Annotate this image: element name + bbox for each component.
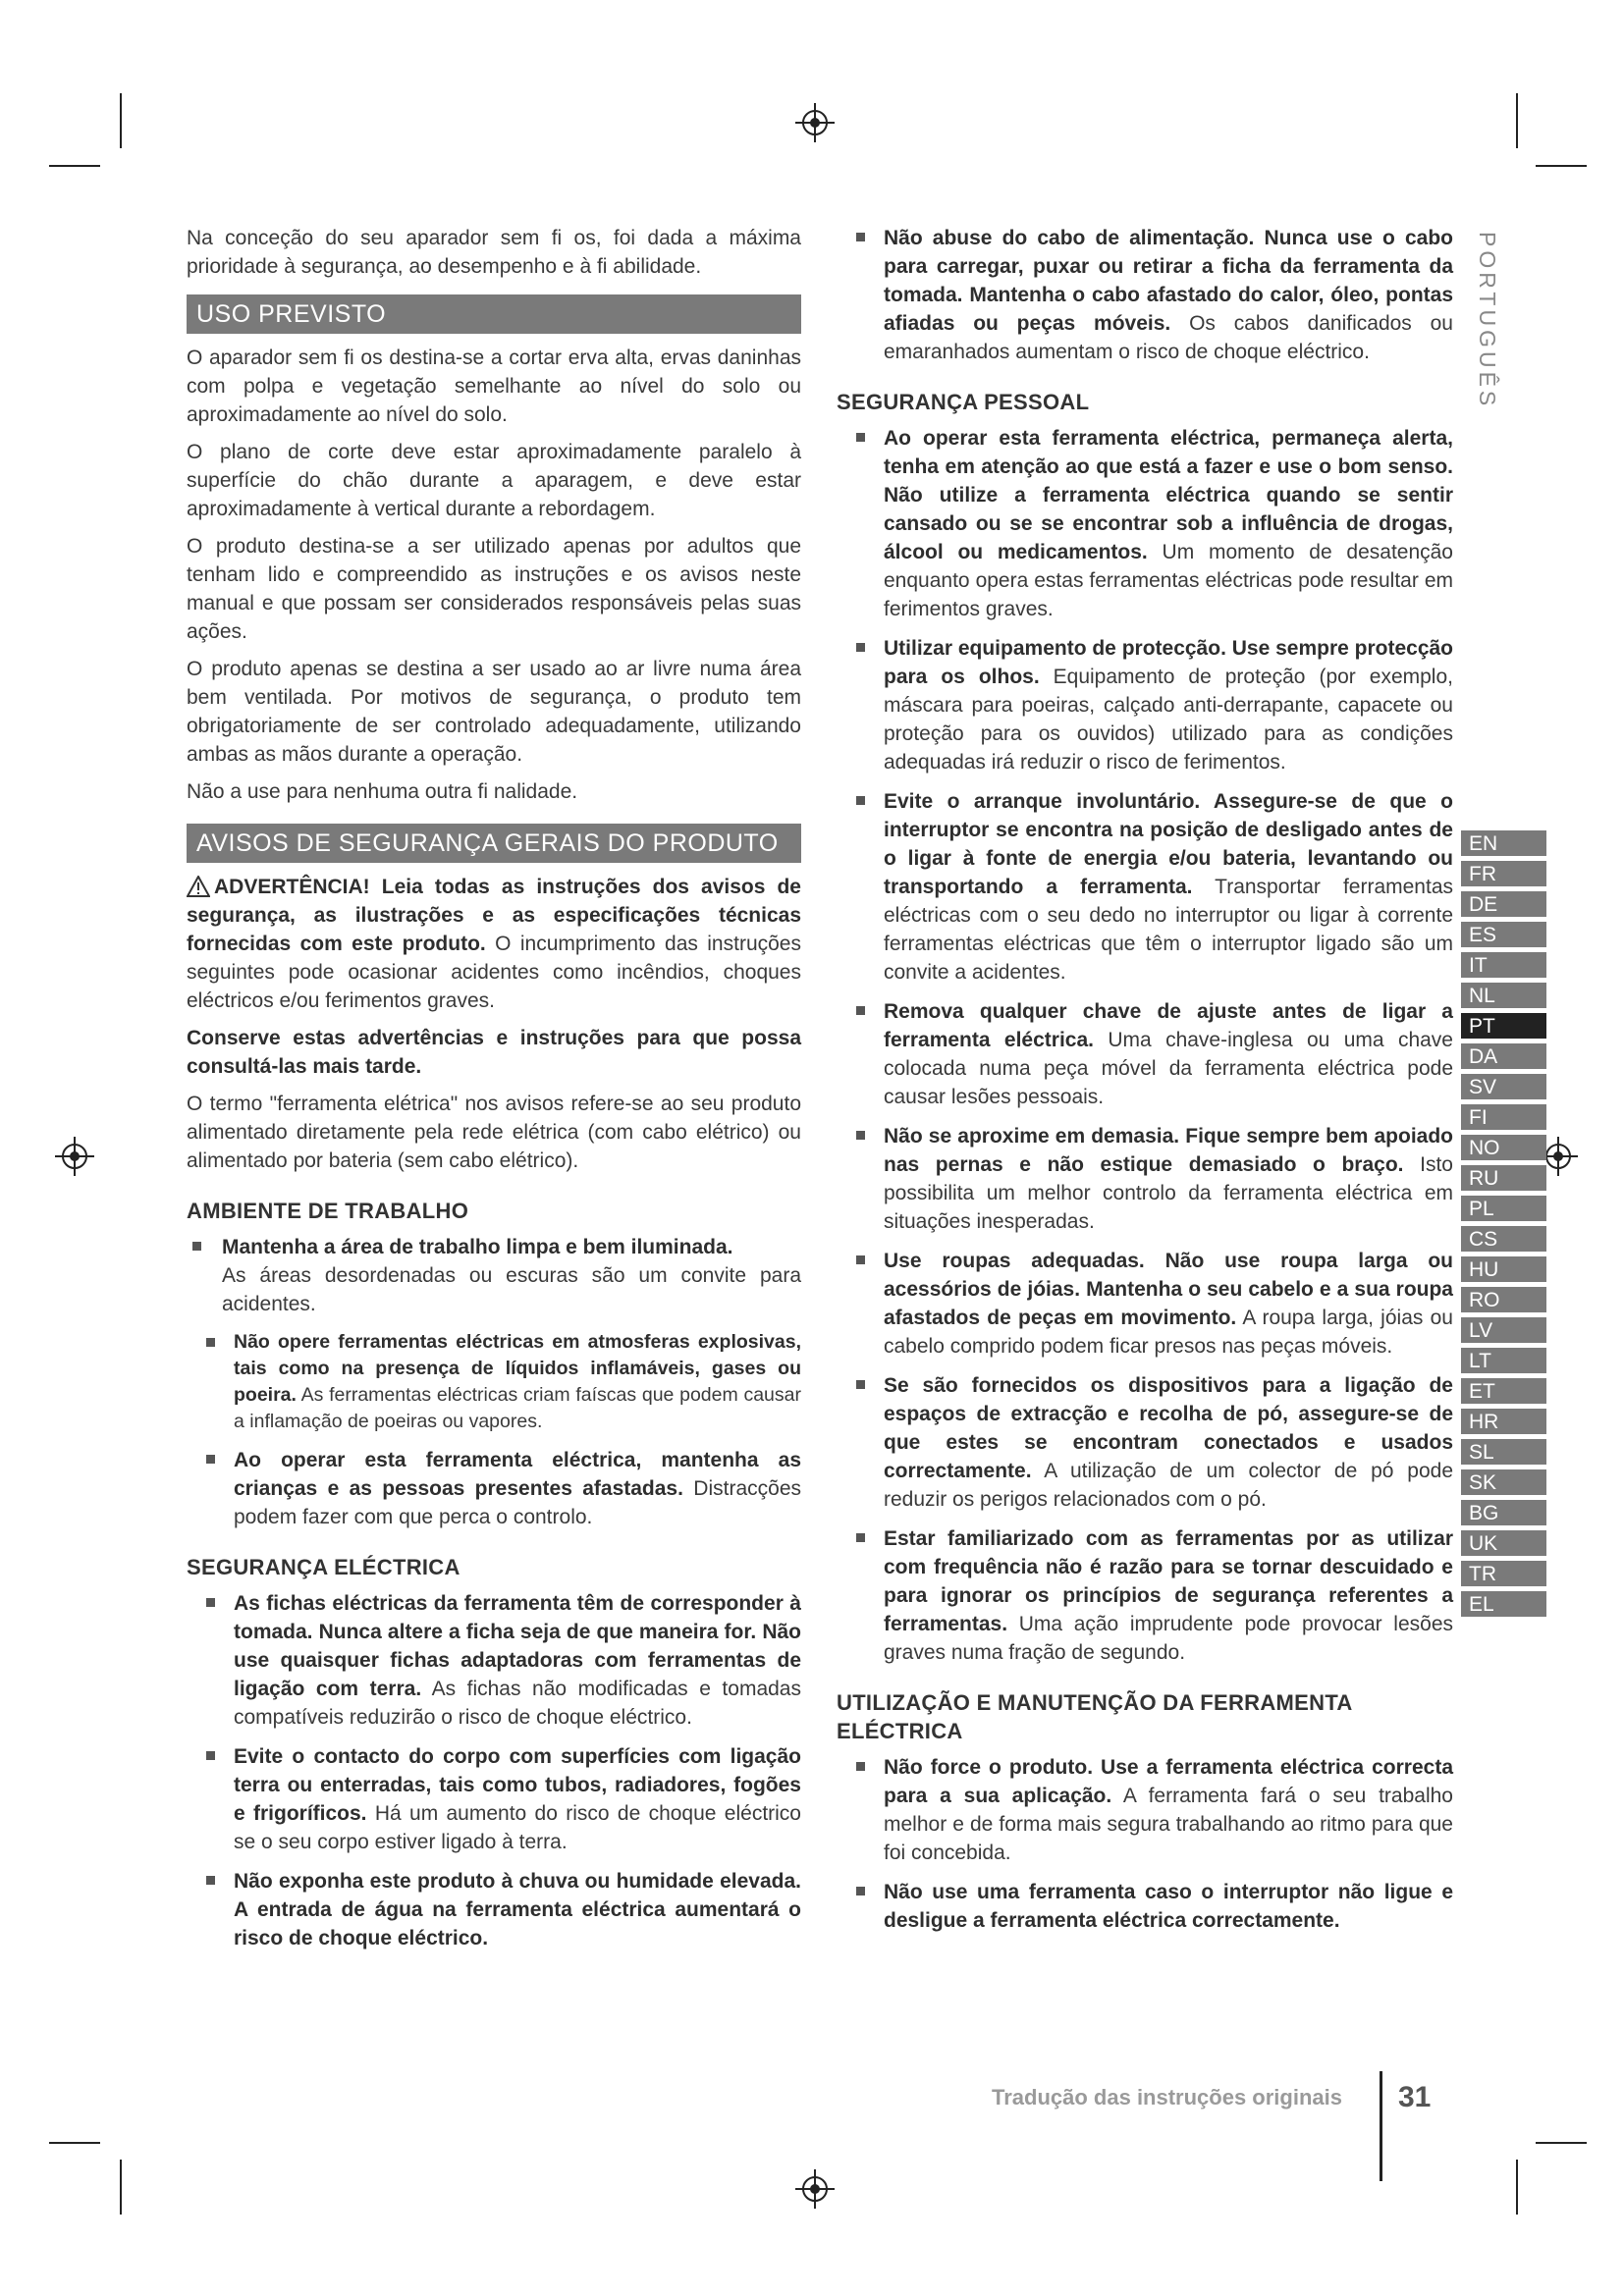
- crop-mark-top-right: [1516, 93, 1518, 148]
- list-item: [837, 1247, 1453, 1361]
- tab-pl[interactable]: PL: [1461, 1196, 1546, 1223]
- tab-de[interactable]: DE: [1461, 891, 1546, 919]
- list-item: [187, 1233, 801, 1318]
- square-bullet-icon: [856, 643, 865, 652]
- item-text: Equipamento de proteção (por exemplo, máscara para poeiras, calçado anti-derrapante, capacete ou proteção para os ouvidos) utilizado para as condições adequadas irá reduzir o risco de ferimentos.: [884, 666, 1453, 774]
- item-text: A utilização de um colector de pó pode reduzir os perigos relacionados com o pó.: [884, 1460, 1453, 1511]
- crop-mark-top-left: [120, 93, 122, 148]
- tab-sv[interactable]: SV: [1461, 1074, 1546, 1101]
- subheading-seguranca-pessoal: SEGURANÇA PESSOAL: [837, 390, 1090, 414]
- list-item: [837, 424, 1453, 623]
- uso-paragraph: O aparador sem fi os destina-se a cortar erva alta, ervas daninhas com polpa e vegetação semelhante ao nível do solo ou aproximadamente ao nível do solo.: [187, 347, 801, 426]
- square-bullet-icon: [856, 1762, 865, 1771]
- tab-hu[interactable]: HU: [1461, 1256, 1546, 1284]
- list-item: [837, 1371, 1453, 1514]
- item-bold-text: Evite o arranque involuntário. Assegure-se de que o interruptor se encontra na posição de desligado antes de o ligar à fonte de energia e/ou bateria, levantando ou transportando a ferramenta.: [884, 790, 1453, 898]
- tab-es[interactable]: ES: [1461, 922, 1546, 949]
- list-item: [837, 787, 1453, 987]
- warning-paragraph: [187, 873, 801, 1015]
- item-bold-text: Não abuse do cabo de alimentação. Nunca use o cabo para carregar, puxar ou retirar a ficha da ferramenta da tomada. Mantenha o cabo afastado do calor, óleo, pontas afiadas ou peças móveis.: [884, 227, 1453, 335]
- tab-lt[interactable]: LT: [1461, 1348, 1546, 1375]
- crop-mark-bottom-left: [120, 2160, 122, 2215]
- warning-text: O incumprimento das instruções seguintes pode ocasionar acidentes como incêndios, choques eléctricos e/ou ferimentos graves.: [187, 933, 801, 1012]
- list-item: [837, 997, 1453, 1111]
- tab-ro[interactable]: RO: [1461, 1287, 1546, 1314]
- crop-mark-top-right-h: [1536, 165, 1587, 167]
- list-item: [837, 1524, 1453, 1667]
- item-bold-text: Não se aproxime em demasia. Fique sempre bem apoiado nas pernas e não estique demasiado o braço.: [884, 1125, 1453, 1176]
- item-bold-text: Não opere ferramentas eléctricas em atmosferas explosivas, tais como na presença de líquidos inflamáveis, gases ou poeira.: [234, 1331, 801, 1406]
- square-bullet-icon: [856, 1887, 865, 1896]
- tab-sk[interactable]: SK: [1461, 1469, 1546, 1497]
- square-bullet-icon: [206, 1598, 215, 1607]
- crop-mark-top-left-h: [49, 165, 100, 167]
- square-bullet-icon: [206, 1876, 215, 1885]
- list-item: [187, 1589, 801, 1732]
- item-text: As ferramentas eléctricas criam faíscas que podem causar a inflamação de poeiras ou vapores.: [234, 1384, 801, 1432]
- square-bullet-icon: [856, 1533, 865, 1542]
- tab-sl[interactable]: SL: [1461, 1439, 1546, 1467]
- item-text: As áreas desordenadas ou escuras são um convite para acidentes.: [222, 1264, 801, 1315]
- square-bullet-icon: [856, 1380, 865, 1389]
- list-item: [187, 1329, 801, 1435]
- square-bullet-icon: [206, 1455, 215, 1464]
- square-bullet-icon: [206, 1338, 215, 1347]
- crop-mark-bottom-right-h: [1536, 2142, 1587, 2144]
- square-bullet-icon: [856, 233, 865, 241]
- square-bullet-icon: [192, 1242, 201, 1251]
- page-number: 31: [1398, 2081, 1432, 2113]
- list-item: [187, 1742, 801, 1856]
- item-text: Isto possibilita um melhor controlo da ferramenta eléctrica em situações inesperadas.: [884, 1153, 1453, 1233]
- tab-et[interactable]: ET: [1461, 1378, 1546, 1406]
- item-bold-text: Estar familiarizado com as ferramentas por as utilizar com frequência não é razão para se tornar descuidado e para ignorar os princípios de segurança referentes a ferramentas.: [884, 1527, 1453, 1635]
- item-bold-text: Não force o produto. Use a ferramenta eléctrica correcta para a sua aplicação.: [884, 1756, 1453, 1807]
- tab-fi[interactable]: FI: [1461, 1104, 1546, 1132]
- item-bold-text: Se são fornecidos os dispositivos para a ligação de espaços de extracção e recolha de pó, assegure-se de que estes se encontram conectados e usados correctamente.: [884, 1374, 1453, 1482]
- item-text: Um momento de desatenção enquanto opera estas ferramentas eléctricas pode resultar em ferimentos graves.: [884, 541, 1453, 620]
- item-text: As fichas não modificadas e tomadas compatíveis reduzirão o risco de choque eléctrico.: [234, 1678, 801, 1729]
- list-item: [837, 224, 1453, 366]
- uso-paragraph: O plano de corte deve estar aproximadamente paralelo à superfície do chão durante a aparagem, e deve estar aproximadamente à vertical durante a rebordagem.: [187, 441, 801, 520]
- square-bullet-icon: [856, 433, 865, 442]
- registration-mark-icon: [795, 103, 835, 142]
- tab-bg[interactable]: BG: [1461, 1500, 1546, 1527]
- section-header-avisos: AVISOS DE SEGURANÇA GERAIS DO PRODUTO: [187, 824, 801, 863]
- tab-uk[interactable]: UK: [1461, 1530, 1546, 1558]
- side-language-title: PORTUGUÊS: [1475, 232, 1500, 410]
- registration-mark-icon: [795, 2169, 835, 2209]
- tab-en[interactable]: EN: [1461, 830, 1546, 858]
- item-bold-text: As fichas eléctricas da ferramenta têm de corresponder à tomada. Nunca altere a ficha seja de que maneira for. Não use quaisquer fichas adaptadoras com ferramentas de ligação com terra.: [234, 1592, 801, 1700]
- list-item: [837, 1753, 1453, 1867]
- tab-da[interactable]: DA: [1461, 1043, 1546, 1071]
- item-bold-text: Remova qualquer chave de ajuste antes de ligar a ferramenta eléctrica.: [884, 1000, 1453, 1051]
- item-text: Transportar ferramentas eléctricas com o seu dedo no interruptor ou ligar à corrente ferramentas eléctricas que têm o interruptor ligado são um convite a acidentes.: [884, 876, 1453, 984]
- item-bold-text: Ao operar esta ferramenta eléctrica, permaneça alerta, tenha em atenção ao que está a fazer e use o bom senso. Não utilize a ferramenta eléctrica quando se sentir cansado ou se se encontrar sob a influência de drogas, álcool ou medicamentos.: [884, 427, 1453, 563]
- intro-paragraph: Na conceção do seu aparador sem fi os, foi dada a máxima prioridade à segurança, ao desempenho e à fi abilidade.: [187, 227, 801, 278]
- tab-nl[interactable]: NL: [1461, 983, 1546, 1010]
- item-bold-text: Ao operar esta ferramenta eléctrica, mantenha as crianças e as pessoas presentes afastadas.: [234, 1449, 801, 1500]
- left-column: [187, 224, 801, 1963]
- crop-mark-bottom-right: [1516, 2160, 1518, 2215]
- item-bold-text: Não use uma ferramenta caso o interruptor não ligue e desligue a ferramenta eléctrica correctamente.: [884, 1881, 1453, 1932]
- warning-triangle-icon: [187, 876, 210, 897]
- conserve-paragraph: Conserve estas advertências e instruções para que possa consultá-las mais tarde.: [187, 1027, 801, 1078]
- tab-it[interactable]: IT: [1461, 952, 1546, 980]
- warning-bold-text: ADVERTÊNCIA! Leia todas as instruções dos avisos de segurança, as ilustrações e as especificações técnicas fornecidas com este produto.: [187, 876, 801, 955]
- item-text: Uma ação imprudente pode provocar lesões graves numa fração de segundo.: [884, 1613, 1454, 1664]
- subheading-ambiente: AMBIENTE DE TRABALHO: [187, 1199, 469, 1223]
- tab-pt[interactable]: PT: [1461, 1013, 1546, 1041]
- list-item: [837, 1878, 1453, 1935]
- footer-divider: [1380, 2071, 1382, 2181]
- square-bullet-icon: [856, 1006, 865, 1015]
- termo-paragraph: O termo "ferramenta elétrica" nos avisos refere-se ao seu produto alimentado diretamente pela rede elétrica (com cabo elétrico) ou alimentado por bateria (sem cabo elétrico).: [187, 1093, 801, 1172]
- footer-text: Tradução das instruções originais: [992, 2085, 1342, 2109]
- item-bold-text: Utilizar equipamento de protecção. Use sempre protecção para os olhos.: [884, 637, 1454, 688]
- list-item: [187, 1446, 801, 1531]
- list-item: [187, 1867, 801, 1952]
- square-bullet-icon: [856, 796, 865, 805]
- item-bold-text: Use roupas adequadas. Não use roupa larga ou acessórios de jóias. Mantenha o seu cabelo e a sua roupa afastados de peças em movimento.: [884, 1250, 1453, 1329]
- uso-paragraph: O produto destina-se a ser utilizado apenas por adultos que tenham lido e compreendido as instruções e os avisos neste manual e que possam ser considerados responsáveis pelas suas ações.: [187, 535, 801, 643]
- right-column: [837, 224, 1453, 1946]
- item-text: A roupa larga, jóias ou cabelo comprido podem ficar presos nas peças móveis.: [884, 1307, 1453, 1358]
- item-bold-text: Não exponha este produto à chuva ou humidade elevada. A entrada de água na ferramenta eléctrica aumentará o risco de choque eléctrico.: [234, 1870, 801, 1949]
- subheading-utilizacao: UTILIZAÇÃO E MANUTENÇÃO DA FERRAMENTA ELÉCTRICA: [837, 1690, 1352, 1743]
- crop-mark-bottom-left-h: [49, 2142, 100, 2144]
- square-bullet-icon: [856, 1131, 865, 1140]
- tab-el[interactable]: EL: [1461, 1591, 1546, 1619]
- subheading-seguranca-electrica: SEGURANÇA ELÉCTRICA: [187, 1555, 460, 1579]
- item-text: Há um aumento do risco de choque eléctrico se o seu corpo estiver ligado à terra.: [234, 1802, 801, 1853]
- item-bold-text: Evite o contacto do corpo com superfícies com ligação terra ou enterradas, tais como tubos, radiadores, fogões e frigoríficos.: [234, 1745, 801, 1825]
- list-item: [837, 1122, 1453, 1236]
- section-header-uso-previsto: USO PREVISTO: [187, 294, 801, 334]
- item-bold-text: Mantenha a área de trabalho limpa e bem iluminada.: [222, 1236, 733, 1258]
- tab-ru[interactable]: RU: [1461, 1165, 1546, 1193]
- tab-hr[interactable]: HR: [1461, 1409, 1546, 1436]
- tab-cs[interactable]: CS: [1461, 1226, 1546, 1254]
- uso-paragraph: Não a use para nenhuma outra fi nalidade.: [187, 780, 578, 803]
- square-bullet-icon: [206, 1751, 215, 1760]
- tab-tr[interactable]: TR: [1461, 1561, 1546, 1588]
- square-bullet-icon: [856, 1255, 865, 1264]
- item-text: Distracções podem fazer com que perca o controlo.: [234, 1477, 801, 1528]
- registration-mark-icon: [55, 1137, 94, 1176]
- item-text: A ferramenta fará o seu trabalho melhor e de forma mais segura trabalhando ao ritmo para que foi concebida.: [884, 1785, 1453, 1864]
- tab-fr[interactable]: FR: [1461, 861, 1546, 888]
- tab-lv[interactable]: LV: [1461, 1317, 1546, 1345]
- item-text: Uma chave-inglesa ou uma chave colocada numa peça móvel da ferramenta eléctrica pode causar lesões pessoais.: [884, 1029, 1453, 1108]
- list-item: [837, 634, 1453, 776]
- item-text: Os cabos danificados ou emaranhados aumentam o risco de choque eléctrico.: [884, 312, 1453, 363]
- tab-no[interactable]: NO: [1461, 1135, 1546, 1162]
- uso-paragraph: O produto apenas se destina a ser usado ao ar livre numa área bem ventilada. Por motivos de segurança, o produto tem obrigatoriamente de ser controlado adequadamente, utilizando ambas as mãos durante a operação.: [187, 658, 801, 766]
